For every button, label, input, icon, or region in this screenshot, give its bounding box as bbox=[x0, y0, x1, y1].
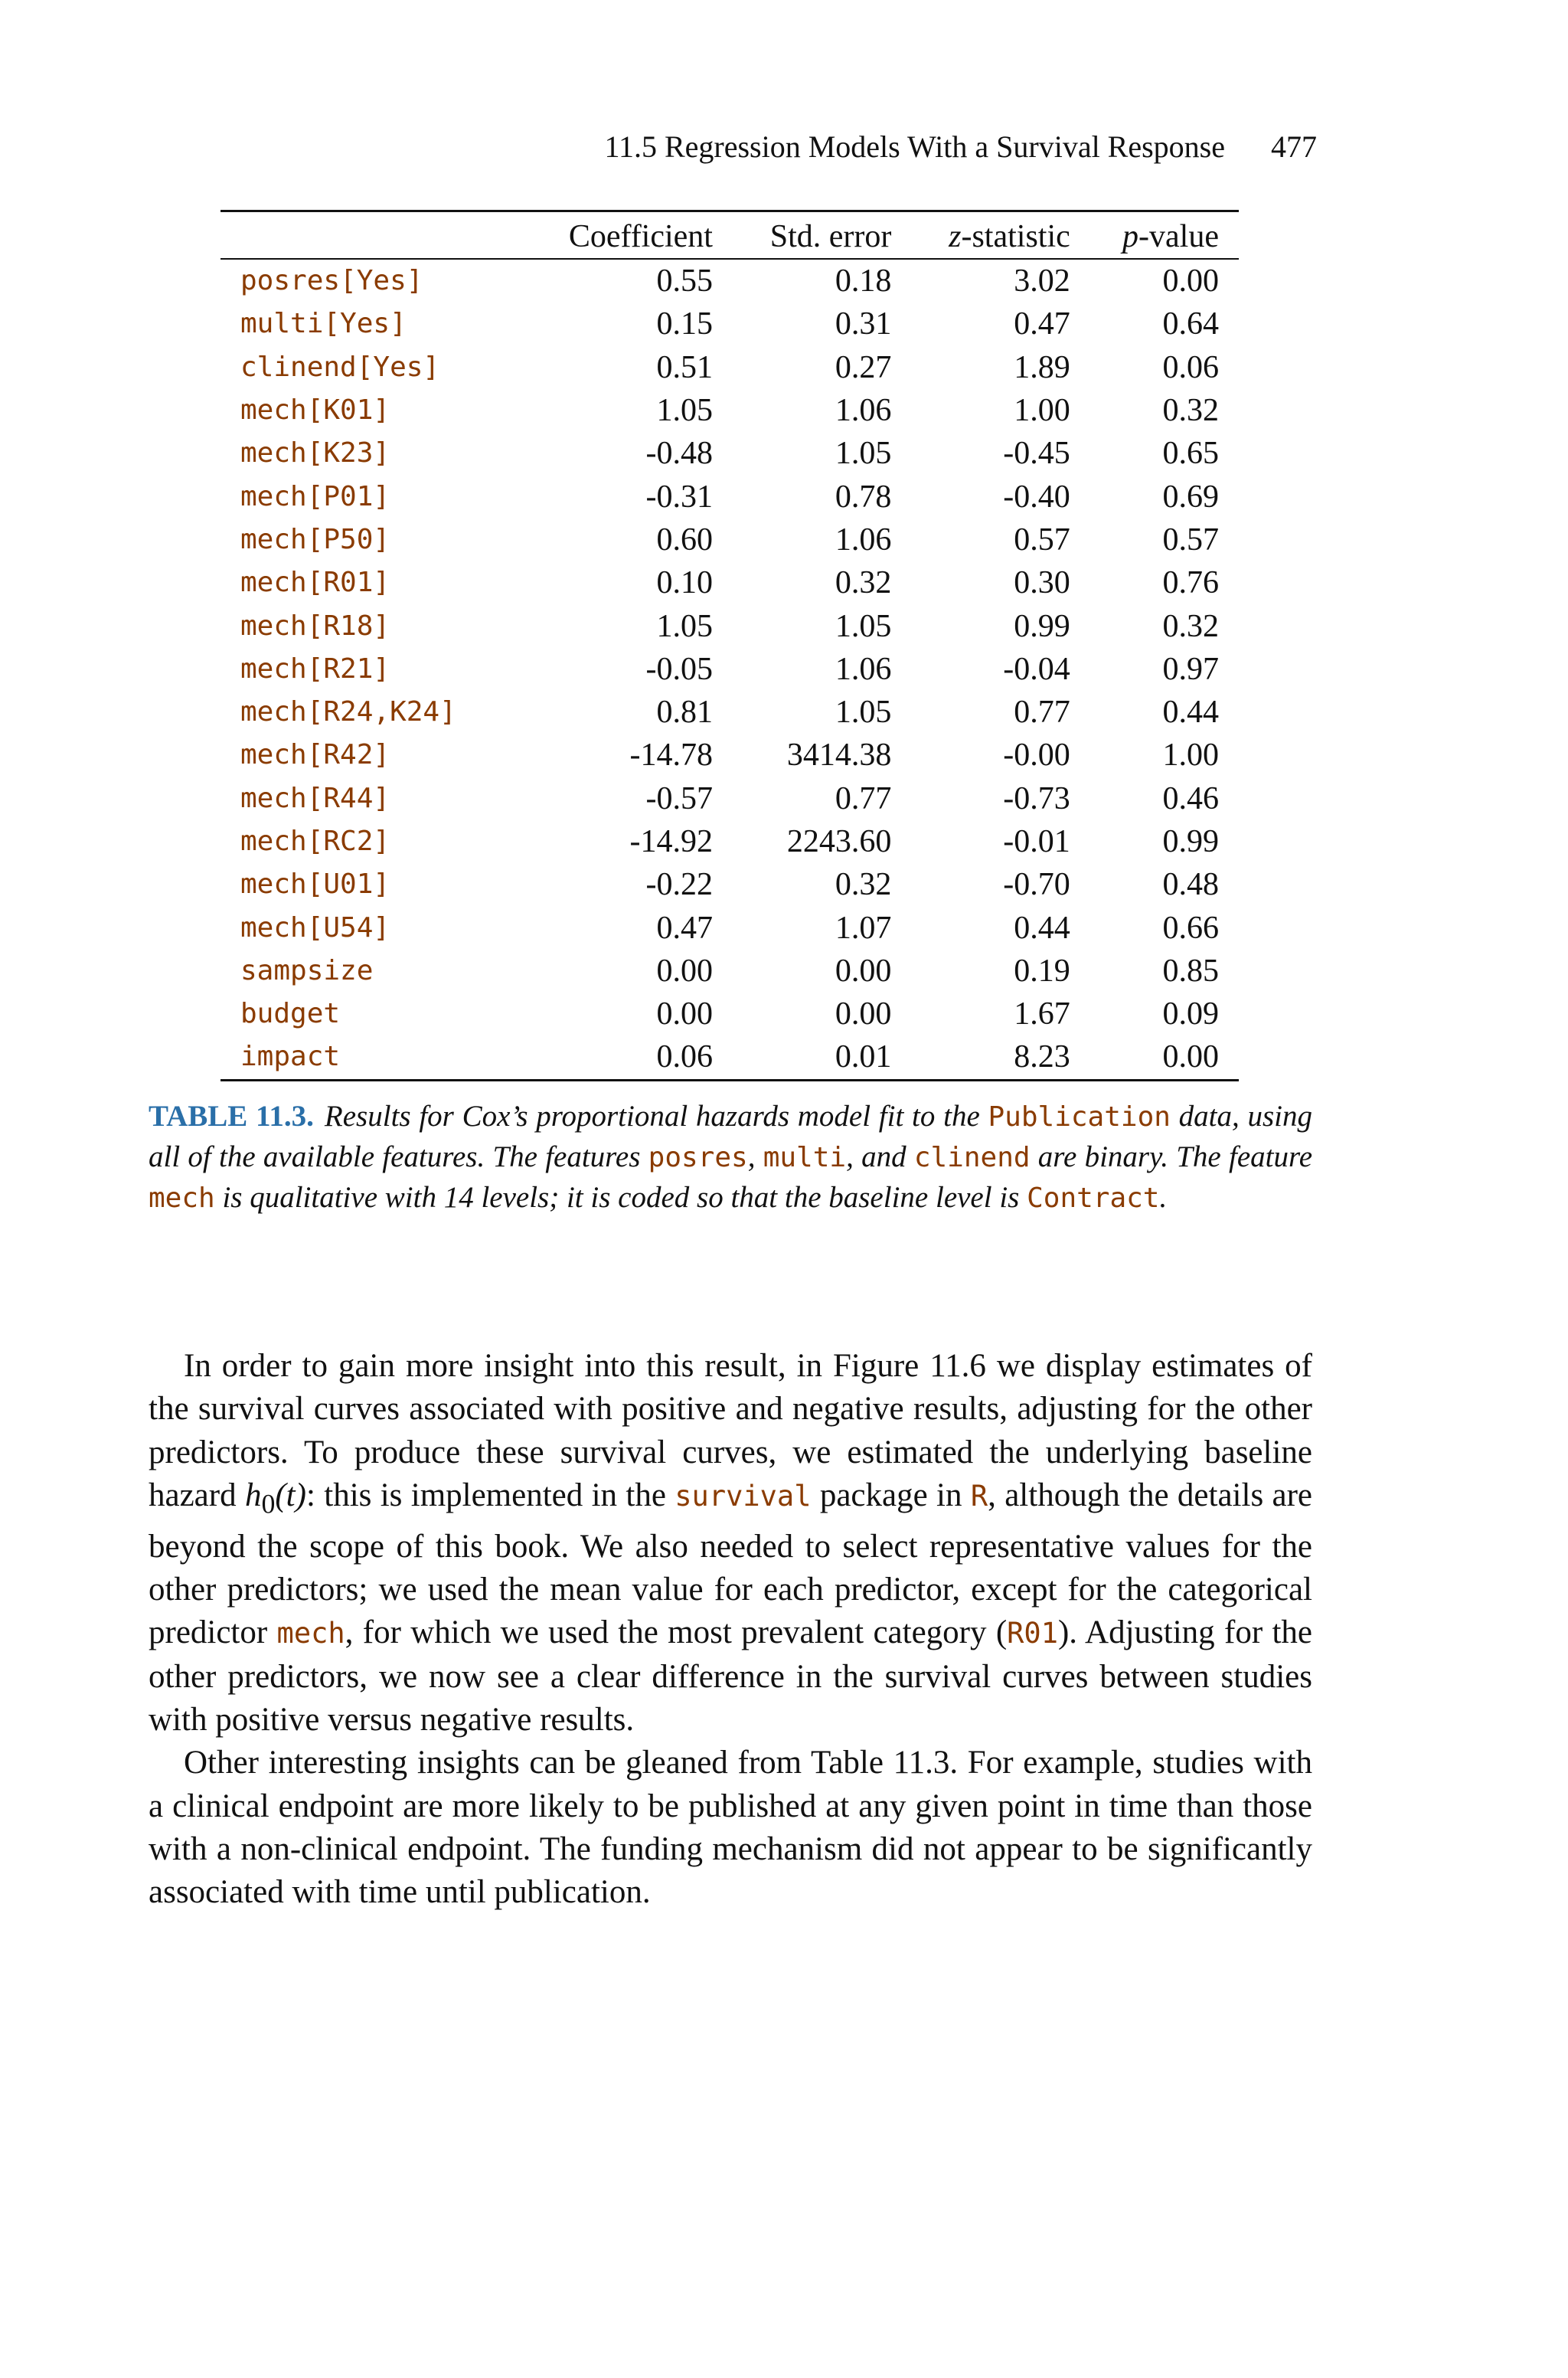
table-cell: -0.57 bbox=[645, 780, 713, 816]
table-cell: 0.81 bbox=[656, 695, 713, 731]
table-row bbox=[220, 303, 1239, 345]
table-cell: 1.07 bbox=[835, 910, 892, 946]
table-cell: 0.57 bbox=[1162, 522, 1219, 558]
row-name: mech[P50] bbox=[240, 523, 390, 555]
table-row bbox=[220, 648, 1239, 691]
row-name: mech[P01] bbox=[240, 480, 390, 512]
column-header-coefficient: Coefficient bbox=[527, 211, 733, 260]
row-name: mech[R42] bbox=[240, 739, 390, 771]
table-cell: 0.19 bbox=[1014, 953, 1070, 989]
table-row bbox=[220, 906, 1239, 949]
table-cell: 0.77 bbox=[835, 780, 892, 816]
table-cell: 0.00 bbox=[656, 953, 713, 989]
table-cell: -0.05 bbox=[645, 651, 713, 687]
table-cell: 0.44 bbox=[1162, 695, 1219, 731]
table-cell: 1.05 bbox=[656, 608, 713, 644]
table-row bbox=[220, 432, 1239, 475]
table-cell: 0.48 bbox=[1162, 867, 1219, 903]
table-cell: 0.06 bbox=[527, 1035, 733, 1080]
row-name: mech[R18] bbox=[240, 610, 390, 642]
table-cell: -0.31 bbox=[645, 479, 713, 515]
table-cell: 0.85 bbox=[1162, 953, 1219, 989]
table-cell: 0.30 bbox=[1014, 565, 1070, 601]
table-cell: 0.44 bbox=[1014, 910, 1070, 946]
table-cell: 0.65 bbox=[1162, 436, 1219, 472]
table-cell: 0.66 bbox=[1162, 910, 1219, 946]
table-body bbox=[220, 259, 1239, 1080]
table-cell: 1.05 bbox=[656, 393, 713, 429]
z-symbol: z bbox=[949, 219, 962, 254]
column-header-std-error: Std. error bbox=[733, 211, 911, 260]
caption-code: Contract bbox=[1027, 1182, 1160, 1214]
table-row bbox=[220, 950, 1239, 993]
table-row bbox=[220, 1035, 1239, 1080]
table-cell: 1.06 bbox=[835, 522, 892, 558]
row-name: mech[U01] bbox=[240, 868, 390, 901]
table-cell: 0.18 bbox=[835, 263, 892, 299]
table-header-row bbox=[220, 211, 1239, 260]
table-cell: 1.05 bbox=[835, 608, 892, 644]
table-cell: 0.60 bbox=[656, 522, 713, 558]
body-text bbox=[149, 1345, 1312, 1914]
table-cell: 1.00 bbox=[1014, 393, 1070, 429]
table-cell: -0.04 bbox=[1003, 651, 1070, 687]
table-cell: -14.92 bbox=[629, 824, 713, 859]
math-symbol: h bbox=[244, 1477, 262, 1513]
paragraph-text: ). Adjusting for the other predictors, we now see a clear difference in the survival curves between studies with positive versus negative results. bbox=[149, 1614, 1313, 1738]
table-cell: 1.67 bbox=[1014, 996, 1070, 1032]
table-cell: 0.00 bbox=[656, 996, 713, 1032]
inline-code: R01 bbox=[1007, 1617, 1058, 1650]
table-cell: 0.99 bbox=[1162, 824, 1219, 859]
row-name: mech[K01] bbox=[240, 394, 390, 427]
table-row bbox=[220, 561, 1239, 604]
row-name: mech[R24,K24] bbox=[240, 696, 456, 728]
table-row bbox=[220, 389, 1239, 432]
table-cell: 0.47 bbox=[1014, 306, 1070, 342]
table-row bbox=[220, 820, 1239, 863]
table-row bbox=[220, 734, 1239, 777]
caption-text: , and bbox=[846, 1140, 914, 1173]
caption-text: . bbox=[1159, 1181, 1168, 1214]
caption-code: Publication bbox=[988, 1101, 1171, 1133]
p-symbol: p bbox=[1122, 219, 1139, 254]
table-cell: -0.70 bbox=[1003, 867, 1070, 903]
table-cell: 0.69 bbox=[1162, 479, 1219, 515]
table-row bbox=[220, 518, 1239, 561]
caption-text: , bbox=[747, 1140, 763, 1173]
column-header-p-value: p-value bbox=[1090, 211, 1239, 260]
column-header-z-statistic: z-statistic bbox=[911, 211, 1089, 260]
math-argument: (t) bbox=[275, 1477, 306, 1513]
table-cell: -0.45 bbox=[1003, 436, 1070, 472]
table-caption bbox=[149, 1097, 1312, 1218]
table-cell: 0.78 bbox=[835, 479, 892, 515]
row-name: mech[R21] bbox=[240, 653, 390, 685]
table-cell: 0.55 bbox=[656, 263, 713, 299]
row-name: multi[Yes] bbox=[240, 308, 407, 340]
table-cell: -0.01 bbox=[1003, 824, 1070, 859]
table-cell: 0.97 bbox=[1162, 651, 1219, 687]
results-table bbox=[220, 210, 1239, 1081]
row-name: mech[RC2] bbox=[240, 826, 390, 857]
table-cell: -0.22 bbox=[645, 867, 713, 903]
row-name: sampsize bbox=[240, 954, 374, 986]
row-name: mech[U54] bbox=[240, 911, 390, 944]
table-cell: 3.02 bbox=[1014, 263, 1070, 299]
table-cell: 0.10 bbox=[656, 565, 713, 601]
table-cell: 0.77 bbox=[1014, 695, 1070, 731]
caption-code: clinend bbox=[913, 1142, 1031, 1173]
table-cell: 8.23 bbox=[911, 1035, 1089, 1080]
table-cell: 1.06 bbox=[835, 393, 892, 429]
page-number: 477 bbox=[1271, 129, 1317, 164]
table-cell: -0.73 bbox=[1003, 780, 1070, 816]
table-cell: 0.32 bbox=[1162, 393, 1219, 429]
table-cell: -0.40 bbox=[1003, 479, 1070, 515]
table-cell: 0.51 bbox=[656, 349, 713, 385]
table-cell: 0.00 bbox=[1162, 263, 1219, 299]
inline-code: mech bbox=[276, 1617, 345, 1650]
column-header bbox=[220, 211, 527, 260]
caption-text: data, using all of the available features. The features bbox=[149, 1100, 1312, 1173]
table-cell: 1.05 bbox=[835, 436, 892, 472]
table-cell: 0.00 bbox=[835, 996, 892, 1032]
table-cell: 0.46 bbox=[1162, 780, 1219, 816]
table-cell: 0.32 bbox=[835, 867, 892, 903]
table-row bbox=[220, 604, 1239, 647]
table-cell: 1.05 bbox=[835, 695, 892, 731]
table-cell: -14.78 bbox=[629, 738, 713, 774]
table-row bbox=[220, 259, 1239, 303]
table-cell: 1.06 bbox=[835, 651, 892, 687]
table-cell: 0.32 bbox=[1162, 608, 1219, 644]
table-cell: 0.47 bbox=[656, 910, 713, 946]
row-name: mech[R44] bbox=[240, 782, 390, 814]
paragraph-text: In order to gain more insight into this result, in Figure 11.6 we display estimates of the survival curves associated with positive and negative results, adjusting for the other predictors. To produce these survival curves, we estimated the underlying baseline hazard bbox=[149, 1348, 1312, 1513]
table-cell: -0.00 bbox=[1003, 738, 1070, 774]
paragraph-text: : this is implemented in the bbox=[305, 1477, 675, 1513]
caption-label: TABLE 11.3. bbox=[149, 1100, 314, 1133]
table-cell: 1.89 bbox=[1014, 349, 1070, 385]
row-name: mech[K23] bbox=[240, 437, 390, 469]
table-cell: 0.01 bbox=[733, 1035, 911, 1080]
table-row bbox=[220, 863, 1239, 906]
table-cell: 0.31 bbox=[835, 306, 892, 342]
table-cell: 2243.60 bbox=[786, 824, 892, 859]
table-cell: 0.00 bbox=[1090, 1035, 1239, 1080]
paragraph-text: , although the details are beyond the scope of this book. We also needed to select representative values for the other predictors; we used the mean value for each predictor, except for the categorical predictor bbox=[149, 1477, 1313, 1651]
table-row bbox=[220, 475, 1239, 518]
table-cell: 0.09 bbox=[1162, 996, 1219, 1032]
table-row bbox=[220, 691, 1239, 734]
row-name: impact bbox=[220, 1035, 527, 1080]
table-cell: 0.15 bbox=[656, 306, 713, 342]
table-cell: 0.00 bbox=[835, 953, 892, 989]
table-cell: 0.57 bbox=[1014, 522, 1070, 558]
caption-code: posres bbox=[648, 1142, 748, 1173]
paragraph bbox=[149, 1345, 1312, 1742]
table-row bbox=[220, 993, 1239, 1035]
table-cell: -0.48 bbox=[645, 436, 713, 472]
math-subscript: 0 bbox=[261, 1488, 276, 1519]
table-cell: 0.06 bbox=[1162, 349, 1219, 385]
inline-code: R bbox=[970, 1479, 988, 1513]
caption-code: multi bbox=[763, 1142, 847, 1173]
paragraph-text: , for which we used the most prevalent category ( bbox=[345, 1614, 1008, 1651]
caption-text: Results for Cox’s proportional hazards model fit to the bbox=[324, 1100, 988, 1133]
table-cell: 1.00 bbox=[1162, 738, 1219, 774]
table-row bbox=[220, 346, 1239, 389]
row-name: mech[R01] bbox=[240, 567, 390, 599]
section-title: 11.5 Regression Models With a Survival Response bbox=[604, 129, 1225, 164]
table-row bbox=[220, 777, 1239, 820]
inline-code: survival bbox=[675, 1479, 812, 1513]
row-name: posres[Yes] bbox=[240, 265, 423, 297]
table-cell: 0.64 bbox=[1162, 306, 1219, 342]
row-name: budget bbox=[240, 998, 341, 1030]
table-cell: 0.76 bbox=[1162, 565, 1219, 601]
caption-text: is qualitative with 14 levels; it is coded so that the baseline level is bbox=[214, 1181, 1027, 1214]
paragraph: Other interesting insights can be gleaned from Table 11.3. For example, studies with a clinical endpoint are more likely to be published at any given point in time than those with a non-clinical endpoint. The funding mechanism did not appear to be significantly associated with time until publication. bbox=[149, 1745, 1312, 1911]
caption-code: mech bbox=[149, 1182, 215, 1214]
row-name: clinend[Yes] bbox=[240, 351, 440, 383]
table-cell: 0.99 bbox=[1014, 608, 1070, 644]
running-head bbox=[459, 129, 1317, 165]
caption-text: are binary. The feature bbox=[1030, 1140, 1313, 1173]
paragraph-text: package in bbox=[811, 1477, 971, 1513]
table-cell: 3414.38 bbox=[786, 738, 892, 774]
table-cell: 0.32 bbox=[835, 565, 892, 601]
table-cell: 0.27 bbox=[835, 349, 892, 385]
